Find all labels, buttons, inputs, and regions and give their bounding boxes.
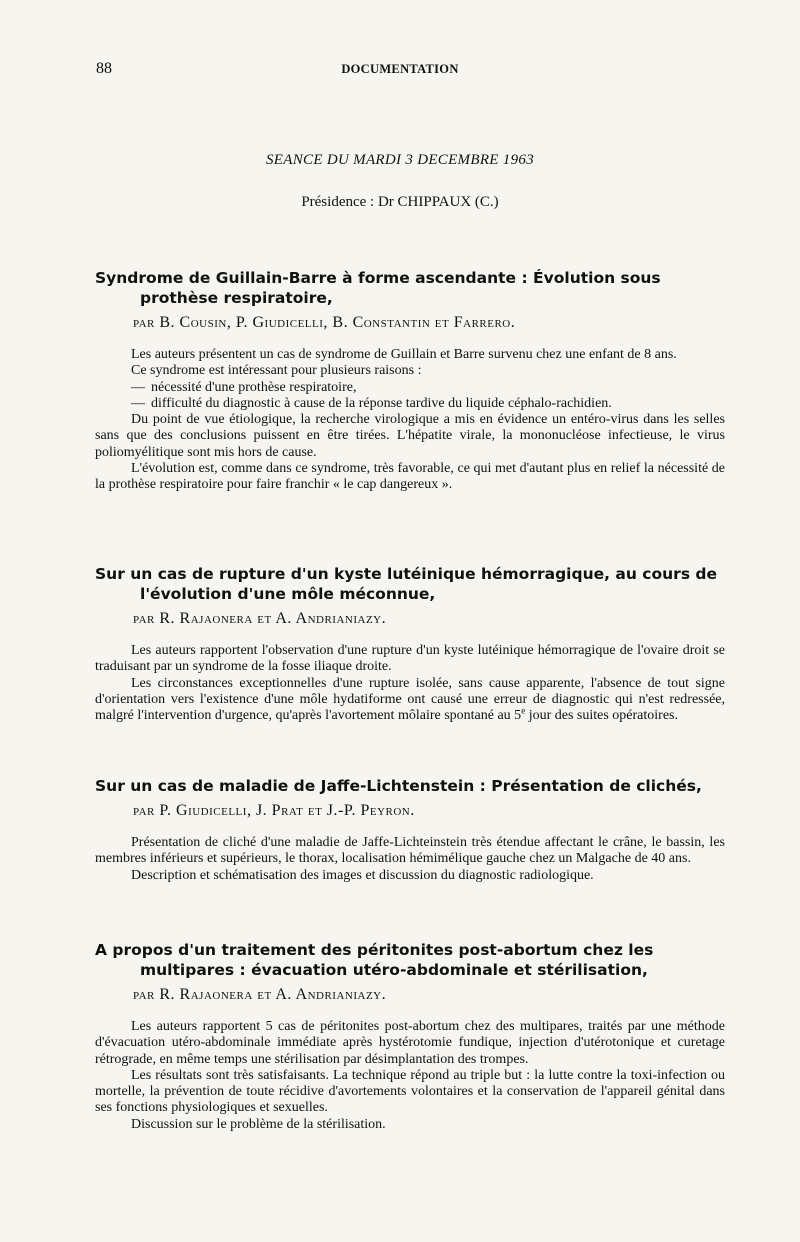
article-byline: par R. Rajaonera et A. Andrianiazy. — [133, 610, 387, 627]
article-title: Sur un cas de maladie de Jaffe-Lichtenstein : Présentation de clichés, — [95, 777, 702, 795]
article-body — [95, 835, 725, 884]
article-byline: par R. Rajaonera et A. Andrianiazy. — [133, 986, 387, 1003]
paragraph: Discussion sur le problème de la stérilisation. — [131, 1116, 386, 1132]
paragraph: Description et schématisation des images et discussion du diagnostic radiologique. — [131, 867, 594, 883]
article-title: Syndrome de Guillain-Barre à forme ascendante : Évolution sous prothèse respiratoire, — [95, 269, 661, 307]
article-body — [95, 643, 725, 724]
article-byline: par B. Cousin, P. Giudicelli, B. Constantin et Farrero. — [133, 314, 516, 331]
paragraph: Du point de vue étiologique, la recherche virologique a mis en évidence un entéro-virus dans les selles sans que des conclusions puissent en être tirées. L'hépatite virale, la mononucléose infectieuse, le virus poliomyélitique sont mis hors de cause. — [95, 412, 725, 460]
list-item: — difficulté du diagnostic à cause de la réponse tardive du liquide céphalo-rachidien. — [95, 396, 725, 412]
paragraph: Ce syndrome est intéressant pour plusieurs raisons : — [131, 363, 422, 379]
article-jaffe-lichtenstein — [95, 776, 725, 884]
session-title: SEANCE DU MARDI 3 DECEMBRE 1963 — [265, 152, 534, 168]
paragraph: L'évolution est, comme dans ce syndrome, très favorable, ce qui met d'autant plus en relief la nécessité de la prothèse respiratoire pour faire franchir « le cap dangereux ». — [95, 461, 725, 493]
running-head: DOCUMENTATION — [341, 62, 459, 76]
article-body — [95, 1019, 725, 1133]
presidency-line: Présidence : Dr CHIPPAUX (C.) — [301, 194, 499, 210]
article-body — [95, 347, 725, 494]
article-kyste-luteinique — [95, 564, 725, 724]
article-guillain-barre — [95, 268, 725, 494]
paragraph: Les circonstances exceptionnelles d'une rupture isolée, sans cause apparente, l'absence de tout signe d'orientation vers l'existence d'une môle hydatiforme ont causé une erreur de diagnostic qui n'est redressée, malgré l'intervention d'urgence, qu'après l'avortement môlaire spontané au 5e jour des suites opératoires. — [95, 675, 725, 724]
article-title: A propos d'un traitement des péritonites post-abortum chez les multipares : évacuation utéro-abdominale et stérilisation, — [95, 941, 654, 979]
list-item: — nécessité d'une prothèse respiratoire, — [95, 380, 725, 396]
paragraph: Les auteurs rapportent l'observation d'une rupture d'un kyste lutéinique hémorragique de l'ovaire droit se traduisant par un syndrome de la fosse iliaque droite. — [95, 643, 725, 675]
paragraph: Les auteurs présentent un cas de syndrome de Guillain et Barre survenu chez une enfant de 8 ans. — [131, 347, 677, 362]
paragraph: Les résultats sont très satisfaisants. La technique répond au triple but : la lutte contre la toxi-infection ou mortelle, la prévention de toute récidive d'avortements volontaires et la conservation de l'appareil génital dans ses fonctions physiologiques et sexuelles. — [95, 1067, 725, 1116]
article-byline: par P. Giudicelli, J. Prat et J.-P. Peyron. — [133, 802, 415, 819]
article-peritonites — [95, 940, 725, 1133]
article-title: Sur un cas de rupture d'un kyste lutéinique hémorragique, au cours de l'évolution d'une môle méconnue, — [95, 565, 718, 603]
page-header — [0, 60, 800, 82]
paragraph: Présentation de cliché d'une maladie de Jaffe-Lichteinstein très étendue affectant le crâne, le bassin, les membres inférieurs et supérieurs, le thorax, localisation hémimélique gauche chez un Malgache de 40 ans. — [95, 835, 725, 867]
paragraph: Les auteurs rapportent 5 cas de péritonites post-abortum chez des multipares, traités par une méthode d'évacuation utéro-abdominale immédiate après hystérotomie fundique, injection d'utérotonique et curetage rétrograde, en même temps une stérilisation par désimplantation des trompes. — [95, 1019, 725, 1067]
page-number: 88 — [96, 60, 112, 77]
